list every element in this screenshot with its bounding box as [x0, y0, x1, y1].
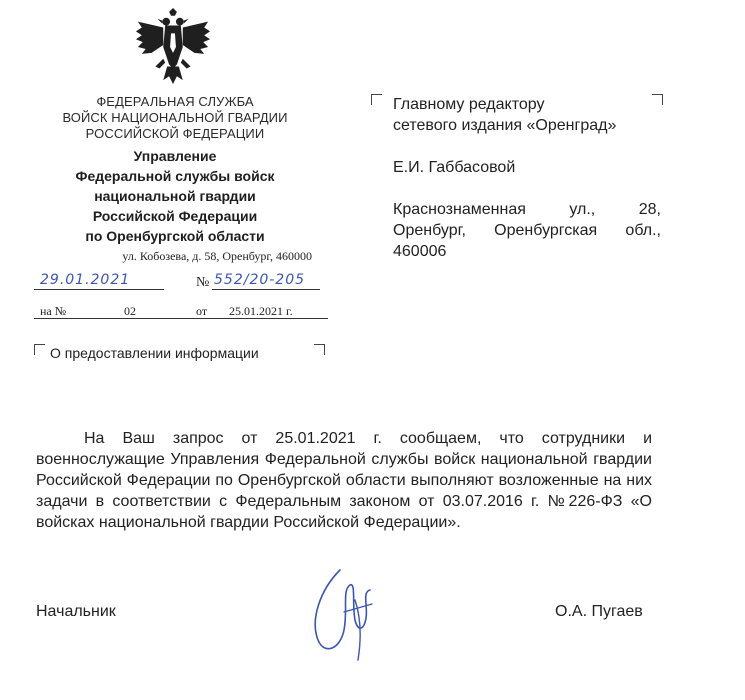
ref-number: 02 — [124, 304, 136, 318]
double-headed-eagle-emblem-icon — [134, 8, 212, 86]
body-paragraph: На Ваш запрос от 25.01.2021 г. сообщаем, что сотрудники и военнослужащие Управления Федеральной службы войск национальной гвардии Российской Федерации по Оренбургской области выполняют возложенные на них задачи в соответствии с Федеральным законом от 03.07.2016 г. №226-ФЗ «О войсках национальной гвардии Российской Федерации». — [36, 430, 652, 531]
dept-line-2: Федеральной службы войск — [75, 168, 275, 184]
recipient-name: Е.И. Габбасовой — [393, 159, 516, 176]
dept-line-3: национальной гвардии — [94, 188, 256, 204]
signature-position: Начальник — [36, 603, 116, 620]
subject-corner-left — [34, 344, 45, 355]
org-line-1: ФЕДЕРАЛЬНАЯ СЛУЖБА — [96, 94, 254, 109]
reg-number-label: № — [196, 275, 210, 290]
org-line-2: ВОЙСК НАЦИОНАЛЬНОЙ ГВАРДИИ — [62, 110, 288, 125]
reg-date-handwritten: 29.01.2021 — [40, 272, 131, 288]
dept-line-1: Управление — [133, 148, 217, 164]
ref-line — [34, 318, 328, 319]
recipient-line-2: сетевого издания «Оренград» — [393, 117, 617, 134]
signature-name: О.А. Пугаев — [555, 603, 643, 620]
reg-date-line — [34, 289, 164, 290]
reg-number-handwritten: 552/20-205 — [214, 272, 306, 288]
recipient-address-line-3: 460006 — [393, 243, 447, 260]
dept-line-4: Российской Федерации — [92, 208, 258, 224]
org-header — [30, 94, 320, 142]
recipient-corner-right — [652, 94, 663, 105]
subject-text: О предоставлении информации — [50, 345, 259, 361]
recipient-corner-left — [371, 94, 382, 105]
recipient-line-1: Главному редактору — [393, 96, 545, 113]
department-header — [30, 146, 320, 246]
reg-number-line — [212, 289, 320, 290]
ref-from-label: от — [196, 304, 208, 318]
handwritten-signature-icon — [300, 560, 400, 670]
ref-date: 25.01.2021 г. — [229, 304, 293, 318]
recipient-address-line-2: Оренбург, Оренбургская обл., — [393, 222, 661, 239]
org-line-3: РОССИЙСКОЙ ФЕДЕРАЦИИ — [85, 126, 265, 141]
subject-corner-right — [314, 344, 325, 355]
dept-line-5: по Оренбургской области — [85, 228, 265, 244]
org-address: ул. Кобозева, д. 58, Оренбург, 460000 — [122, 249, 312, 263]
ref-prefix: на № — [40, 304, 67, 318]
recipient-address-line-1: Краснознаменная ул., 28, — [393, 201, 661, 218]
